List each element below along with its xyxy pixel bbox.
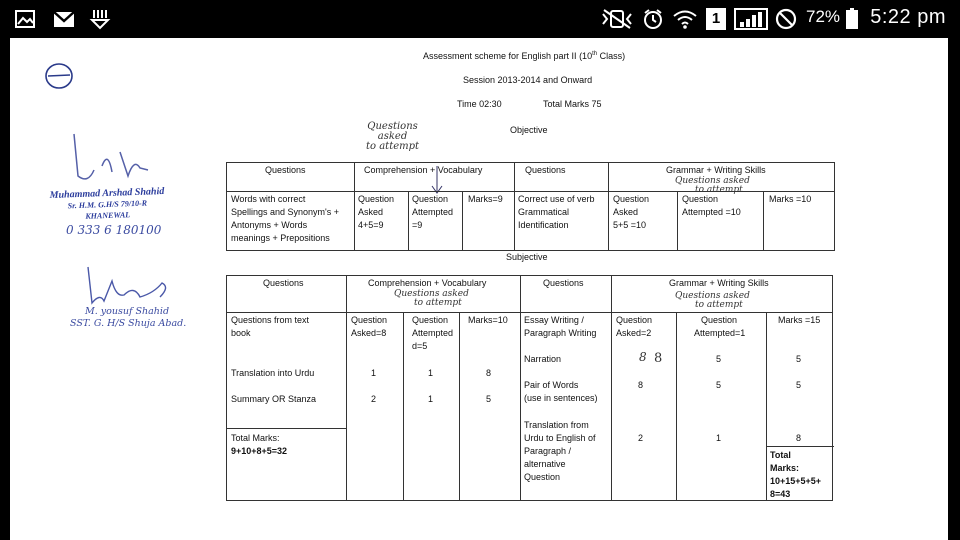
- wifi-icon: [672, 8, 698, 30]
- subj-right-row-asked: Question Asked=2: [616, 315, 653, 338]
- obj-question-attempted: Question Attempted =9: [412, 194, 454, 230]
- subj-left-row-attempted: 1: [428, 368, 434, 378]
- subj-right-row-attempted: 1: [716, 433, 722, 443]
- handwritten-phone-number: 0 333 6 180100: [66, 223, 162, 237]
- total-marks-text: Total Marks 75: [543, 99, 602, 109]
- signature-scribble: [68, 130, 168, 190]
- obj-question-attempted-right: Question Attempted =10: [682, 194, 741, 217]
- subj-left-row-marks: 5: [486, 394, 492, 404]
- subj-left-row-asked: 2: [371, 394, 377, 404]
- signal-icon: [734, 8, 768, 30]
- handwritten-note-subjective-right: Questions asked to attempt: [675, 291, 750, 310]
- subj-left-total: Total Marks: 9+10+8+5=32: [231, 433, 288, 456]
- alarm-icon: [642, 8, 664, 30]
- subj-right-row-label: Pair of Words (use in sentences): [524, 380, 598, 403]
- subj-right-row-attempted: 5: [716, 354, 722, 364]
- subj-header-questions-left: Questions: [263, 278, 304, 288]
- obj-row-left-label: Words with correct Spellings and Synonym's + Antonyms + Words meanings + Prepositions: [231, 194, 340, 243]
- circled-mark-icon: [42, 58, 76, 92]
- do-not-disturb-icon: [774, 8, 798, 30]
- subjective-heading: Subjective: [506, 252, 548, 262]
- subj-left-row-label: Translation into Urdu: [231, 368, 315, 378]
- subj-left-row-label: Summary OR Stanza: [231, 394, 317, 404]
- subj-right-row-marks: 8: [796, 433, 802, 443]
- subj-header-grammar: Grammar + Writing Skills: [669, 278, 769, 288]
- subj-header-questions-right: Questions: [543, 278, 584, 288]
- subj-right-row-label: Essay Writing / Paragraph Writing: [524, 315, 597, 338]
- stamp-text: Muhammad Arshad Shahid Sr. H.M. G.H/S 79/10-R KHANEWAL: [49, 186, 165, 221]
- data-saver-icon: [88, 8, 112, 30]
- battery-icon: [846, 8, 858, 30]
- obj-header-grammar: Grammar + Writing Skills: [666, 165, 766, 175]
- obj-marks-left: Marks=9: [468, 194, 503, 204]
- signature-scribble-2: [78, 263, 178, 308]
- gallery-icon: [14, 8, 36, 30]
- subj-left-row-label: Questions from text book: [231, 315, 310, 338]
- handwritten-note-objective-right: Questions asked to attempt: [675, 176, 750, 195]
- session-text: Session 2013-2014 and Onward: [463, 75, 593, 85]
- obj-header-questions-right: Questions: [525, 165, 566, 175]
- obj-header-questions-left: Questions: [265, 165, 306, 175]
- subj-right-row-label: Translation from Urdu to English of Paragraph / alternative Question: [524, 420, 596, 482]
- handwritten-signature-2: M. yousuf Shahid SST. G. H/S Shuja Abad.: [70, 306, 187, 329]
- subj-right-row-marks: 5: [796, 354, 802, 364]
- subj-left-row-attempted: 1: [428, 394, 434, 404]
- subj-right-row-attempted: 5: [716, 380, 722, 390]
- subj-header-comp-vocab: Comprehension + Vocabulary: [368, 278, 487, 288]
- battery-percent: 72%: [806, 7, 841, 26]
- obj-marks-right: Marks =10: [769, 194, 812, 204]
- subj-right-total: Total Marks: 10+15+5+5+ 8=43: [770, 450, 822, 499]
- handwritten-narration-mark: 8: [654, 351, 663, 366]
- subj-left-row-marks: 8: [486, 368, 492, 378]
- subj-left-row-asked: Question Asked=8: [351, 315, 388, 338]
- document-title: Assessment scheme for English part II (10th Class): [423, 51, 626, 61]
- status-bar: [0, 0, 960, 38]
- obj-question-asked: Question Asked 4+5=9: [358, 194, 395, 230]
- subj-right-row-label: Narration: [524, 354, 562, 364]
- subj-right-row-attempted: Question Attempted=1: [694, 315, 746, 338]
- document-page: [10, 38, 948, 540]
- subj-left-row-marks: Marks=10: [468, 315, 508, 325]
- objective-heading: Objective: [510, 125, 548, 135]
- subj-right-row-asked: 8: [638, 380, 644, 390]
- gmail-icon: [52, 8, 76, 30]
- time-text: Time 02:30: [457, 99, 502, 109]
- handwritten-note-objective-left: Questions asked to attempt: [366, 121, 420, 152]
- handwritten-note-subjective-left: Questions asked to attempt: [394, 289, 469, 308]
- obj-question-asked-right: Question Asked 5+5 =10: [613, 194, 650, 230]
- subj-right-row-asked: 8: [639, 350, 647, 364]
- subj-left-row-asked: 1: [371, 368, 377, 378]
- status-clock: 5:22 pm: [870, 6, 946, 28]
- objective-table: [226, 162, 835, 251]
- subj-left-row-attempted: Question Attempted d=5: [412, 315, 454, 351]
- obj-header-comp-vocab: Comprehension + Vocabulary: [364, 165, 483, 175]
- subj-right-row-asked: 2: [638, 433, 644, 443]
- subj-right-row-marks: 5: [796, 380, 802, 390]
- subj-right-row-marks: Marks =15: [778, 315, 821, 325]
- obj-row-right-label: Correct use of verb Grammatical Identification: [518, 194, 595, 230]
- sim-slot-icon: 1: [706, 8, 726, 30]
- vibrate-mute-icon: [600, 8, 634, 30]
